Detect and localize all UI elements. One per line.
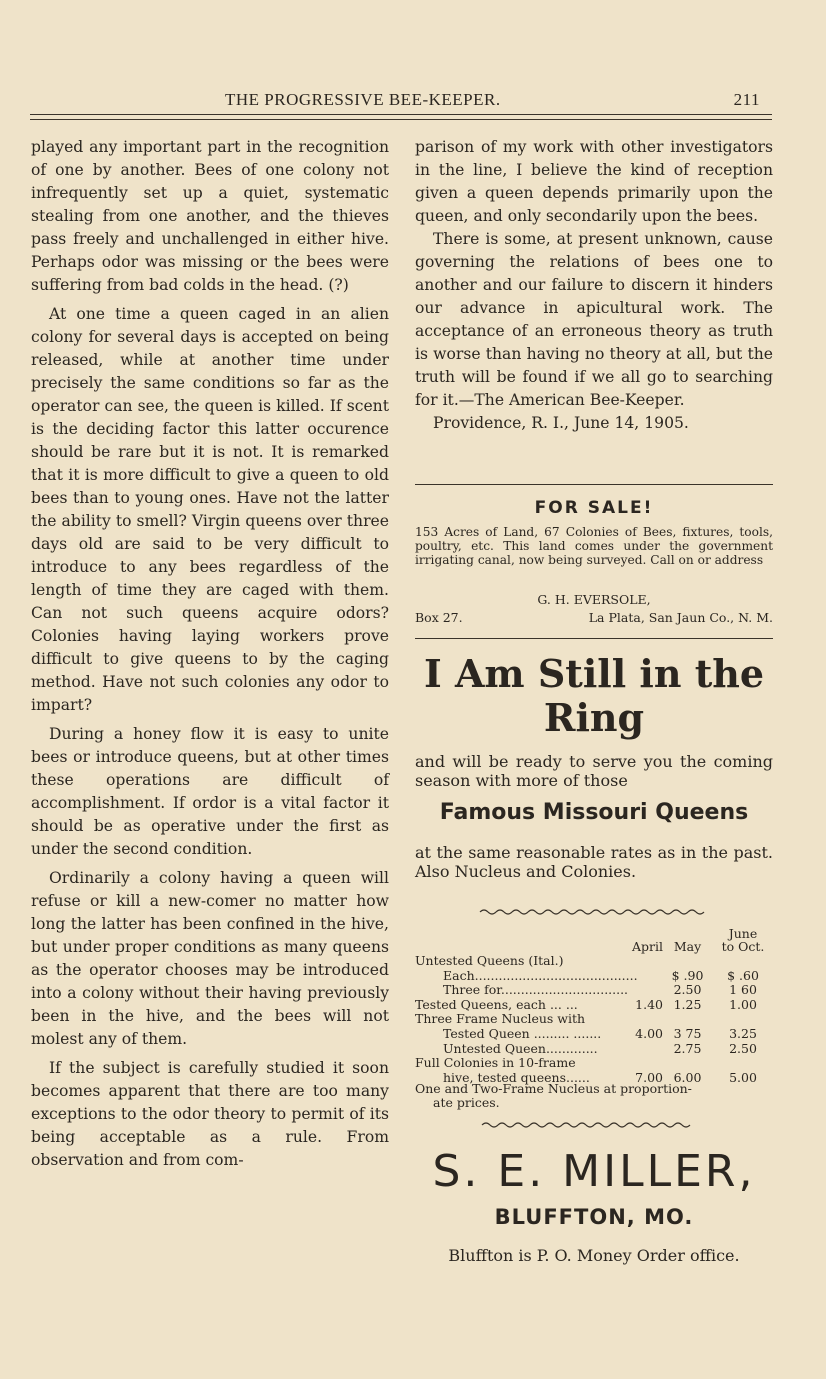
price-row: [415, 1027, 773, 1041]
for-sale-body: 153 Acres of Land, 67 Colonies of Bees, fixtures, tools, poultry, etc. This land comes under the government irrigating canal, now being surveyed. Call on or address: [415, 525, 773, 567]
right-paragraph-2: There is some, at present unknown, cause governing the relations of bees one to another and our failure to discern it hinders our advance in apicultural work. The acceptance of an erroneous theory as truth is worse than having no theory at all, but the truth will be found if we all go to searching for it.—The American Bee-Keeper.: [415, 230, 773, 409]
price-row-label: Untested Queen.............: [443, 1040, 598, 1056]
left-paragraph-1: played any important part in the recognition of one by another. Bees of one colony not infrequently set up a quiet, systematic stealing from one another, and the thieves pass freely and unchallenged in either hive. Perhaps odor was missing or the bees were suffering from bad colds in the head. (?): [31, 138, 389, 294]
price-april: 1.40: [635, 996, 663, 1012]
header-rule: [30, 114, 772, 115]
price-april: 7.00: [635, 1069, 663, 1085]
price-june: $ .60: [727, 967, 759, 983]
price-row: [415, 969, 773, 983]
price-row-label: Three Frame Nucleus with: [415, 1011, 586, 1027]
col-may-header: May: [673, 939, 702, 954]
page-number: 211: [733, 90, 760, 109]
proportion-note: [415, 1082, 773, 1110]
col-june-line2: to Oct.: [721, 939, 765, 954]
price-row-label: Tested Queens, each ... ...: [415, 996, 578, 1012]
money-order-note: Bluffton is P. O. Money Order office.: [448, 1246, 740, 1265]
price-row-label: Three for................................: [443, 982, 629, 998]
for-sale-heading: FOR SALE!: [534, 498, 654, 518]
section-rule-2: [415, 638, 773, 639]
proportion-line-2: ate prices.: [433, 1095, 500, 1110]
left-column: [31, 136, 389, 1172]
seller-city: BLUFFTON, MO.: [494, 1205, 694, 1229]
left-paragraph-5: If the subject is carefully studied it soon becomes apparent that there are too many exceptions to the odor theory to permit of its being acceptable as a rule. From observation and from com-: [31, 1059, 389, 1169]
price-may: 1.25: [673, 996, 702, 1012]
wavy-divider-2: [0, 1119, 826, 1131]
price-row-label: Untested Queens (Ital.): [415, 953, 564, 968]
price-april: 4.00: [635, 1026, 663, 1041]
header-rule-thin: [30, 119, 772, 120]
seller-name: S. E. MILLER,: [432, 1146, 756, 1197]
price-june: 1.00: [729, 996, 757, 1012]
article-signature: Providence, R. I., June 14, 1905.: [433, 414, 689, 432]
right-column: [415, 136, 773, 435]
price-row-label: Tested Queen ......... .......: [443, 1026, 602, 1041]
price-may: 2.50: [673, 982, 702, 998]
price-row-label: Each.........................................: [443, 967, 638, 983]
price-row-label: hive, tested queens......: [443, 1069, 590, 1085]
price-may: 3 75: [673, 1026, 702, 1041]
for-sale-name: G. H. EVERSOLE,: [537, 592, 651, 607]
price-june: 1 60: [729, 982, 757, 998]
price-row: [415, 1056, 773, 1070]
right-paragraph-1: parison of my work with other investigators in the line, I believe the kind of reception given a queen depends primarily upon the queen, and only secondarily upon the bees.: [415, 138, 773, 225]
ad-ready-text: and will be ready to serve you the coming season with more of those: [415, 752, 773, 790]
price-june: 3.25: [729, 1026, 757, 1041]
price-may: $ .90: [671, 967, 704, 983]
section-rule-1: [415, 484, 773, 485]
price-row: [415, 983, 773, 997]
price-row: [415, 998, 773, 1012]
ad-famous-queens: Famous Missouri Queens: [439, 800, 749, 825]
price-row: [415, 1042, 773, 1056]
col-april-header: April: [632, 939, 663, 954]
left-paragraph-2: At one time a queen caged in an alien colony for several days is accepted on being released, while at another time under precisely the same conditions so far as the operator can see, the queen is killed. If scent is the deciding factor this latter occurence should be rare but it is not. It is remarked that it is more difficult to give a queen to old bees than to young ones. Have not the latter the ability to smell? Virgin queens over three days old are said to be very difficult to introduce to any bees regardless of the length of time they are caged with them. Can not such queens acquire odors? Colonies having laying workers prove difficult to give queens to by the caging method. Have not such colonies any odor to impart?: [31, 305, 389, 714]
col-june-line1: June: [728, 926, 758, 941]
for-sale-address: La Plata, San Jaun Co., N. M.: [588, 610, 773, 625]
ad-rates-text: at the same reasonable rates as in the past. Also Nucleus and Colonies.: [415, 843, 773, 881]
price-june: 2.50: [729, 1040, 757, 1056]
journal-title: THE PROGRESSIVE BEE-KEEPER.: [225, 90, 501, 109]
left-paragraph-4: Ordinarily a colony having a queen will refuse or kill a new-comer no matter how long the latter has been confined in the hive, but under proper conditions as many queens as the operator chooses may be introduced into a colony without their having previously been in the hive, and the bees will not molest any of them.: [31, 869, 389, 1048]
price-row: [415, 1012, 773, 1026]
price-may: 2.75: [673, 1040, 702, 1056]
price-june: 5.00: [729, 1069, 757, 1085]
for-sale-box: Box 27.: [415, 610, 463, 625]
price-row: [415, 954, 773, 968]
running-header: [30, 90, 770, 110]
wavy-divider-1: [0, 906, 826, 918]
price-row-label: Full Colonies in 10-frame: [415, 1055, 576, 1071]
price-may: 6.00: [673, 1069, 702, 1085]
ad-headline: I Am Still in the Ring: [423, 651, 765, 740]
left-paragraph-3: During a honey flow it is easy to unite bees or introduce queens, but at other times these operations are difficult of accomplishment. If ordor is a vital factor it should be as operative under the first as under the second condition.: [31, 725, 389, 858]
proportion-line-1: One and Two-Frame Nucleus at proportion-: [415, 1081, 692, 1096]
